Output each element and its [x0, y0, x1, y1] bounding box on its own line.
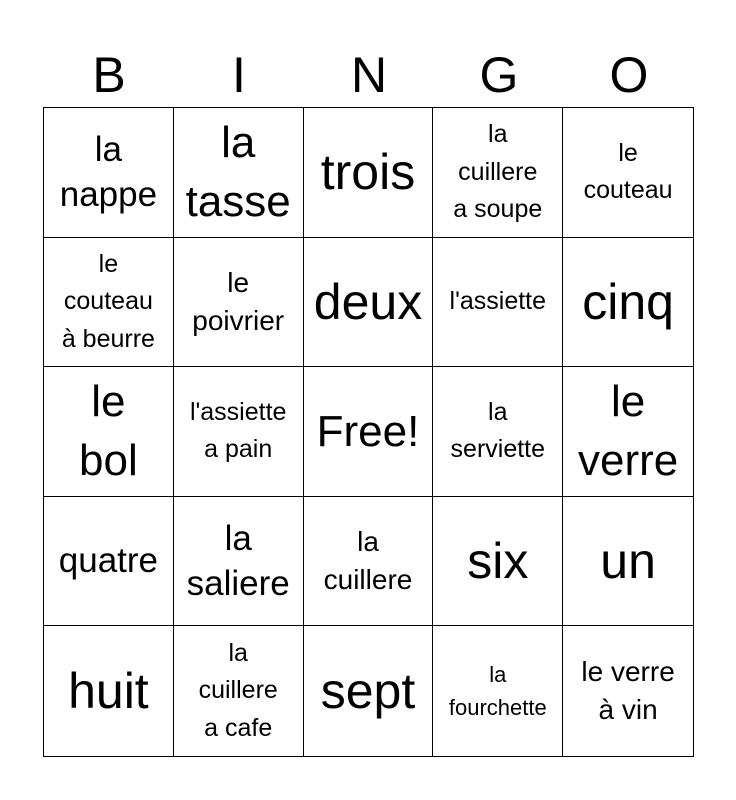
cell-text: le bol	[79, 377, 138, 486]
bingo-cell	[304, 238, 434, 368]
bingo-cell	[433, 108, 563, 238]
bingo-header	[44, 44, 694, 106]
cell-text: trois	[320, 144, 416, 201]
cell-text: la fourchette	[448, 662, 547, 721]
bingo-cell	[44, 108, 174, 238]
cell-text: le couteau	[583, 138, 673, 205]
bingo-cell	[174, 497, 304, 627]
cell-text: la nappe	[59, 129, 158, 215]
bingo-cell	[433, 367, 563, 497]
bingo-cell	[44, 367, 174, 497]
bingo-cell	[563, 367, 693, 497]
cell-text: l'assiette a pain	[189, 397, 287, 464]
cell-text: le verre	[577, 377, 679, 486]
free-space-cell	[304, 367, 434, 497]
cell-text: la cuillere a soupe	[453, 120, 543, 224]
bingo-cell	[433, 626, 563, 756]
cell-text: la serviette	[450, 397, 546, 464]
bingo-cell	[174, 108, 304, 238]
header-letter-g: G	[479, 47, 519, 103]
cell-text: six	[467, 533, 529, 590]
header-letter-i: I	[232, 47, 246, 103]
bingo-cell	[174, 626, 304, 756]
cell-text: le couteau à beurre	[61, 249, 155, 353]
cell-text: la cuillere	[323, 526, 413, 596]
cell-text: deux	[313, 273, 423, 330]
cell-text: la cuillere a cafe	[198, 638, 278, 742]
bingo-cell	[433, 497, 563, 627]
bingo-cell	[563, 497, 693, 627]
cell-text: huit	[68, 663, 149, 720]
cell-text: l'assiette	[449, 287, 547, 316]
bingo-cell	[563, 626, 693, 756]
bingo-cell	[304, 626, 434, 756]
bingo-cell	[563, 108, 693, 238]
bingo-cell	[44, 238, 174, 368]
cell-text: la saliere	[186, 518, 290, 604]
bingo-cell	[433, 238, 563, 368]
cell-text: quatre	[58, 541, 159, 581]
cell-text: la tasse	[185, 117, 291, 227]
bingo-cell	[304, 108, 434, 238]
cell-text: sept	[320, 663, 416, 720]
bingo-cell	[563, 238, 693, 368]
cell-text: cinq	[582, 273, 674, 330]
bingo-cell	[44, 626, 174, 756]
free-space-text: Free!	[316, 406, 420, 456]
cell-text: le verre à vin	[581, 656, 675, 726]
bingo-cell	[174, 238, 304, 368]
bingo-cell	[304, 497, 434, 627]
header-letter-n: N	[350, 47, 388, 103]
bingo-cell	[174, 367, 304, 497]
header-letter-o: O	[609, 47, 649, 103]
bingo-board	[43, 107, 694, 757]
cell-text: un	[600, 533, 656, 590]
cell-text: le poivrier	[192, 267, 285, 336]
header-letter-b: B	[92, 47, 126, 103]
bingo-cell	[44, 497, 174, 627]
